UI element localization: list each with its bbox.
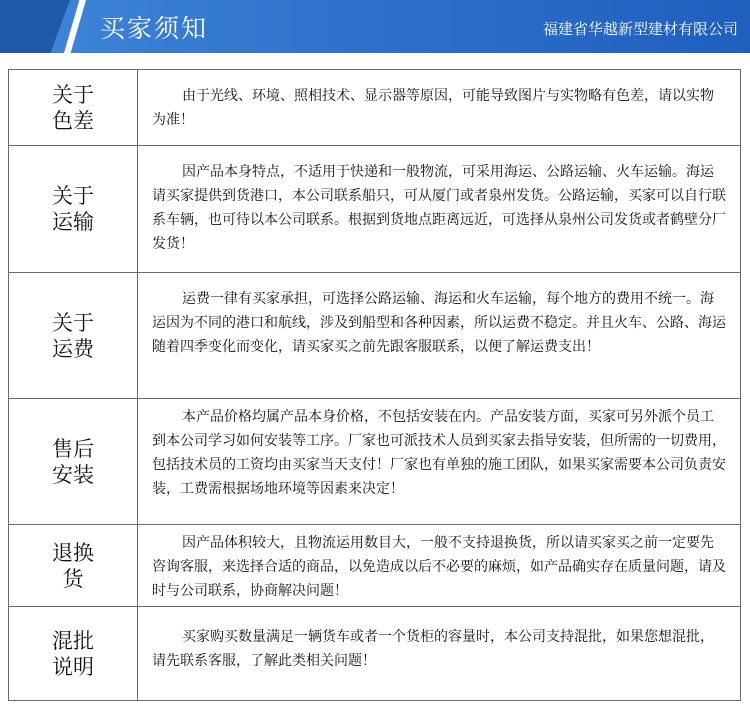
row-label: 关于 运输 (9, 146, 138, 272)
row-color-difference (9, 70, 740, 146)
page-title: 买家须知 (100, 14, 209, 43)
row-mixed-batch (9, 607, 740, 700)
row-label: 关于 运费 (9, 273, 138, 398)
row-label: 混批 说明 (9, 607, 138, 700)
row-text: 买家购买数量满足一辆货车或者一个货柜的容量时，本公司支持混批，如果您想混批，请先联系客服，了解此类相关问题！ (152, 629, 714, 669)
row-shipping-fee (9, 273, 740, 399)
row-transport (9, 146, 740, 273)
row-text: 由于光线、环境、照相技术、显示器等原因，可能导致图片与实物略有色差，请以实物为准！ (152, 88, 714, 128)
row-text: 因产品本身特点，不适用于快递和一般物流，可采用海运、公路运输、火车运输。海运请买家提供到货港口，本公司联系船只，可从厦门或者泉州发货。公路运输，买家可以自行联系车辆，也可待以本公司联系。根据到货地点距离远近，可选择从泉州公司发货或者鹤壁分厂发货！ (152, 164, 726, 252)
row-after-sales-installation (9, 399, 740, 525)
row-label: 关于 色差 (9, 70, 138, 145)
banner-stripe-decoration (64, 0, 86, 53)
notice-table (8, 69, 741, 701)
banner-left-shape (0, 0, 70, 53)
row-text: 因产品体积较大，且物流运用数目大，一般不支持退换货，所以请买家买之前一定要先咨询客服，来选择合适的商品，以免造成以后不必要的麻烦，如产品确实存在质量问题，请及时与公司联系，协商解决问题！ (152, 535, 726, 599)
company-name: 福建省华越新型建材有限公司 (542, 20, 738, 38)
row-text: 运费一律有买家承担，可选择公路运输、海运和火车运输，每个地方的费用不统一。海运因为不同的港口和航线，涉及到船型和各种因素，所以运费不稳定。并且火车、公路、海运随着四季变化而变化，请买家买之前先跟客服联系，以便了解运费支出！ (152, 291, 726, 355)
header-banner (0, 0, 750, 53)
row-label: 退换 货 (9, 525, 138, 606)
row-returns (9, 525, 740, 607)
row-text: 本产品价格均属产品本身价格，不包括安装在内。产品安装方面，买家可另外派个员工到本公司学习如何安装等工序。厂家也可派技术人员到买家去指导安装，但所需的一切费用，包括技术员的工资均由买家当天支付！厂家也有单独的施工团队，如果买家需要本公司负责安装，工费需根据场地环境等因素来决定！ (152, 409, 726, 497)
row-label: 售后 安装 (9, 399, 138, 524)
